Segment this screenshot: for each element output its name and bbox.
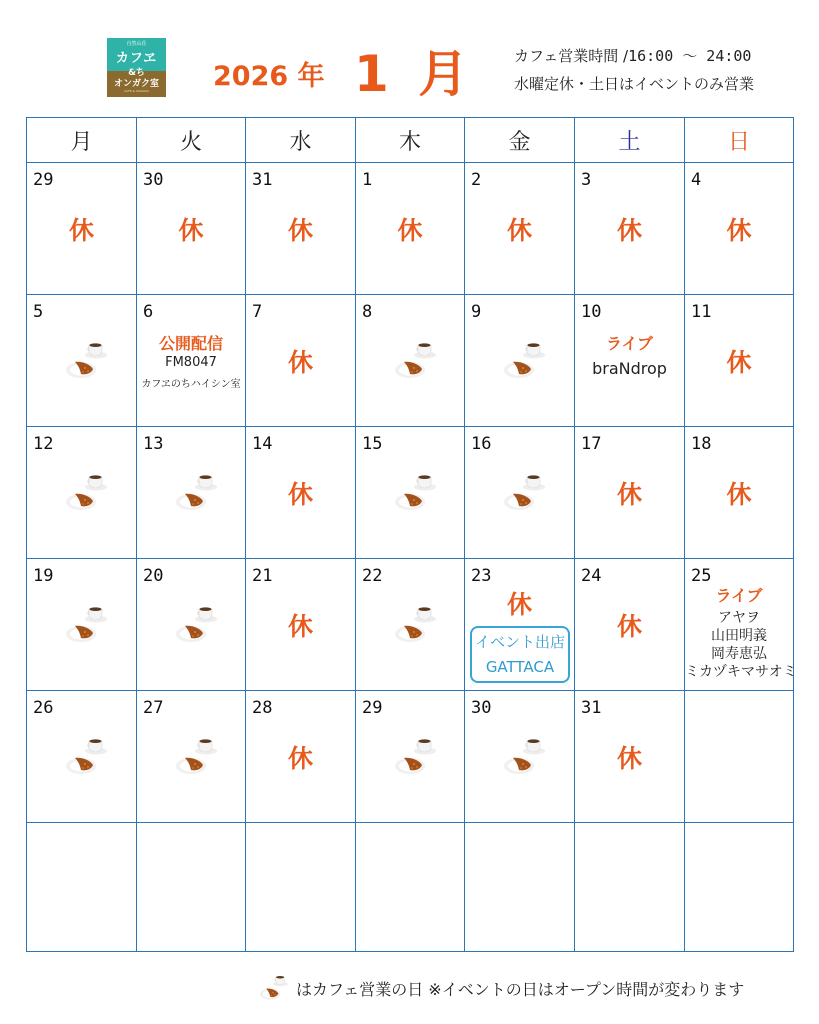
calendar-day-cell	[575, 426, 685, 558]
calendar-day-cell	[27, 162, 137, 294]
curry-and-coffee-icon	[63, 735, 113, 779]
curry-and-coffee-icon	[392, 603, 442, 647]
event-detail: カフヱのちハイシン室	[141, 379, 241, 390]
calendar-day-cell	[575, 558, 685, 690]
day-number: 13	[143, 434, 164, 454]
calendar-day-cell	[27, 558, 137, 690]
logo-cafe: カフヱ	[115, 51, 158, 66]
curry-and-coffee-icon	[258, 973, 292, 1003]
closed-marker: 休	[178, 216, 204, 245]
day-number: 3	[581, 170, 592, 190]
curry-and-coffee-icon	[173, 735, 223, 779]
day-number: 11	[691, 302, 712, 322]
curry-and-coffee-icon	[63, 339, 113, 383]
calendar-day-cell	[685, 690, 793, 822]
day-number: 19	[33, 566, 54, 586]
closed-marker: 休	[287, 612, 313, 641]
legend-footer	[258, 973, 744, 1003]
calendar-day-cell	[246, 162, 356, 294]
day-number: 12	[33, 434, 54, 454]
calendar-day-cell	[27, 822, 137, 952]
day-number: 9	[471, 302, 482, 322]
calendar-day-cell	[27, 294, 137, 426]
calendar-day-cell	[356, 690, 465, 822]
day-number: 31	[581, 698, 602, 718]
day-number: 31	[252, 170, 273, 190]
day-number: 4	[691, 170, 702, 190]
curry-and-coffee-icon	[501, 339, 551, 383]
curry-and-coffee-icon	[392, 471, 442, 515]
day-number: 2	[471, 170, 482, 190]
logo-and: &ち	[128, 68, 145, 78]
calendar-day-cell	[137, 558, 246, 690]
calendar-day-cell	[356, 294, 465, 426]
curry-and-coffee-icon	[173, 471, 223, 515]
weekday-header: 土	[575, 118, 685, 162]
closed-marker: 休	[726, 216, 752, 245]
event-detail: braNdrop	[592, 359, 667, 378]
closed-marker: 休	[616, 480, 642, 509]
day-number: 16	[471, 434, 492, 454]
closed-marker: 休	[506, 590, 532, 619]
event-badge	[470, 626, 570, 683]
hours-label: カフェ営業時間 /	[514, 47, 629, 65]
weekday-header: 金	[465, 118, 575, 162]
event-title: ライブ	[715, 586, 763, 605]
weekday-header: 日	[727, 129, 750, 155]
calendar-day-cell	[356, 162, 465, 294]
closed-marker: 休	[287, 348, 313, 377]
badge-name: GATTACA	[485, 658, 555, 676]
calendar-day-cell	[246, 294, 356, 426]
calendar-day-cell	[465, 690, 575, 822]
event-title: 公開配信	[158, 334, 223, 353]
closed-marker: 休	[616, 612, 642, 641]
calendar-day-cell	[465, 426, 575, 558]
calendar-day-cell	[137, 294, 246, 426]
calendar-day-cell	[685, 294, 793, 426]
day-number: 10	[581, 302, 602, 322]
weekday-header: 木	[356, 118, 465, 162]
calendar-day-cell	[246, 426, 356, 558]
calendar-day-cell	[137, 426, 246, 558]
event-detail: アヤヲ	[718, 610, 760, 626]
day-number: 24	[581, 566, 602, 586]
weekday-header: 火	[137, 118, 246, 162]
event-detail: FM8047	[165, 355, 217, 370]
calendar-day-cell	[465, 822, 575, 952]
day-number: 21	[252, 566, 273, 586]
logo-ongaku: オンガク室	[113, 79, 159, 89]
closed-marker: 休	[287, 216, 313, 245]
day-number: 8	[362, 302, 373, 322]
day-number: 15	[362, 434, 383, 454]
calendar-day-cell	[356, 426, 465, 558]
event-detail: 山田明義	[711, 628, 767, 644]
closed-marker: 休	[287, 480, 313, 509]
calendar-day-cell	[575, 690, 685, 822]
day-number: 30	[143, 170, 164, 190]
day-number: 26	[33, 698, 54, 718]
day-number: 23	[471, 566, 492, 586]
curry-and-coffee-icon	[392, 735, 442, 779]
calendar-day-cell	[465, 558, 575, 690]
calendar-day-cell	[356, 558, 465, 690]
weekday-header: 水	[246, 118, 356, 162]
logo-subtitle: 自然山荘	[126, 41, 147, 47]
day-number: 1	[362, 170, 373, 190]
closed-marker: 休	[726, 348, 752, 377]
calendar-day-cell	[685, 162, 793, 294]
calendar-day-cell	[137, 162, 246, 294]
day-number: 7	[252, 302, 263, 322]
hours-line	[514, 42, 754, 70]
curry-and-coffee-icon	[392, 339, 442, 383]
calendar-day-cell	[685, 822, 793, 952]
calendar-day-cell	[246, 822, 356, 952]
closed-marker: 休	[506, 216, 532, 245]
business-info	[514, 42, 754, 98]
curry-and-coffee-icon	[501, 471, 551, 515]
day-number: 22	[362, 566, 383, 586]
curry-and-coffee-icon	[501, 735, 551, 779]
logo-small: CAFE & ONGAKU	[123, 89, 150, 93]
logo	[107, 38, 166, 97]
day-number: 18	[691, 434, 712, 454]
day-number: 27	[143, 698, 164, 718]
event-detail: 岡寿恵弘	[711, 646, 767, 662]
calendar-day-cell	[575, 162, 685, 294]
day-number: 29	[362, 698, 383, 718]
curry-and-coffee-icon	[173, 603, 223, 647]
curry-and-coffee-icon	[63, 471, 113, 515]
curry-and-coffee-icon	[63, 603, 113, 647]
calendar-day-cell	[465, 162, 575, 294]
calendar-day-cell	[137, 690, 246, 822]
closed-days-note: 水曜定休・土日はイベントのみ営業	[514, 75, 755, 93]
calendar-day-cell	[27, 426, 137, 558]
closed-marker: 休	[68, 216, 94, 245]
day-number: 29	[33, 170, 54, 190]
closed-marker: 休	[287, 744, 313, 773]
calendar-day-cell	[246, 558, 356, 690]
calendar-day-cell	[27, 690, 137, 822]
day-number: 14	[252, 434, 273, 454]
calendar-day-cell	[575, 294, 685, 426]
event-detail: ミカヅキマサオミ	[685, 664, 797, 680]
calendar-day-cell	[685, 558, 797, 690]
event-title: ライブ	[605, 334, 654, 353]
day-number: 6	[143, 302, 154, 322]
calendar-day-cell	[137, 822, 246, 952]
day-number: 28	[252, 698, 273, 718]
month-title: 1 月	[354, 45, 475, 103]
day-number: 30	[471, 698, 492, 718]
calendar-day-cell	[685, 426, 793, 558]
calendar-day-cell	[465, 294, 575, 426]
calendar-day-cell	[246, 690, 356, 822]
weekday-header: 月	[27, 118, 137, 162]
badge-title: イベント出店	[474, 633, 565, 651]
day-number: 5	[33, 302, 44, 322]
closed-marker: 休	[726, 480, 752, 509]
calendar-day-cell	[356, 822, 465, 952]
legend-text: はカフェ営業の日 ※イベントの日はオープン時間が変わります	[296, 979, 745, 999]
calendar-day-cell	[575, 822, 685, 952]
closed-marker: 休	[397, 216, 423, 245]
day-number: 17	[581, 434, 602, 454]
hours-time: 16:00 〜 24:00	[628, 47, 752, 65]
closed-marker: 休	[616, 744, 642, 773]
closed-marker: 休	[616, 216, 642, 245]
day-number: 20	[143, 566, 164, 586]
year-label: 2026 年	[213, 61, 325, 92]
calendar-grid	[26, 117, 797, 952]
day-number: 25	[691, 566, 712, 586]
